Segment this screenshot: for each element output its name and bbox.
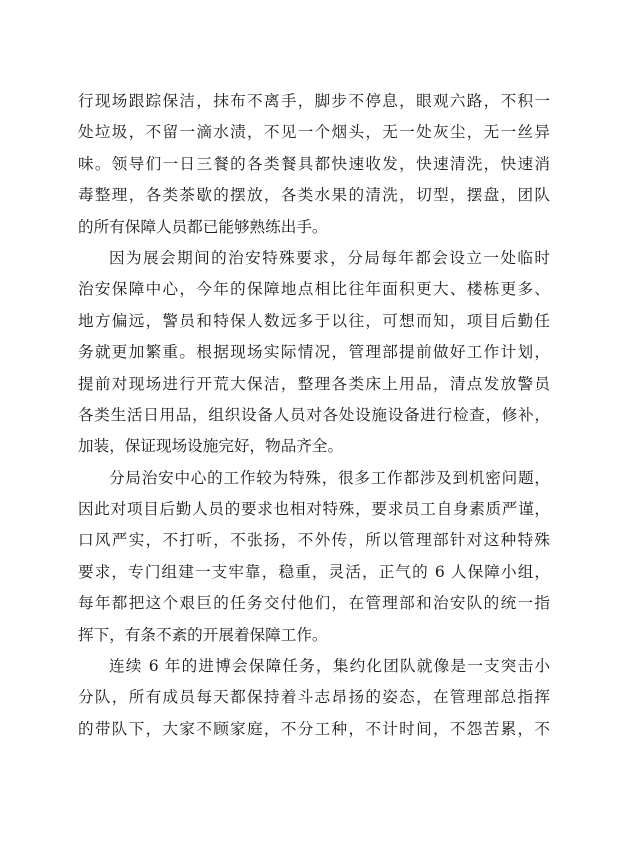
text-line: 各类生活日用品，组织设备人员对各处设施设备进行检查，修补， bbox=[78, 405, 550, 424]
text-line: 因此对项目后勤人员的要求也相对特殊，要求员工自身素质严谨， bbox=[78, 500, 550, 519]
text-line: 毒整理，各类茶歇的摆放，各类水果的清洗，切型，摆盘，团队 bbox=[78, 186, 550, 205]
text-line: 分局治安中心的工作较为特殊，很多工作都涉及到机密问题， bbox=[109, 468, 550, 487]
text-line: 味。领导们一日三餐的各类餐具都快速收发，快速清洗，快速消 bbox=[78, 154, 550, 173]
text-line: 处垃圾，不留一滴水渍，不见一个烟头，无一处灰尘，无一丝异 bbox=[78, 123, 550, 142]
paragraph-1 bbox=[78, 86, 550, 243]
paragraph-3 bbox=[78, 463, 550, 651]
text-line: 的带队下，大家不顾家庭，不分工种，不计时间，不怨苦累，不 bbox=[78, 719, 550, 738]
paragraph-2 bbox=[78, 243, 550, 463]
text-line: 加装，保证现场设施完好，物品齐全。 bbox=[78, 437, 344, 456]
text-line: 因为展会期间的治安特殊要求，分局每年都会设立一处临时 bbox=[109, 248, 550, 267]
text-line: 提前对现场进行开荒大保洁，整理各类床上用品，清点发放警员 bbox=[78, 374, 550, 393]
text-line: 每年都把这个艰巨的任务交付他们，在管理部和治安队的统一指 bbox=[78, 594, 550, 613]
text-line: 的所有保障人员都已能够熟练出手。 bbox=[78, 217, 328, 236]
text-line: 治安保障中心，今年的保障地点相比往年面积更大、楼栋更多、 bbox=[78, 280, 550, 299]
text-line: 分队，所有成员每天都保持着斗志昂扬的姿态，在管理部总指挥 bbox=[78, 688, 550, 707]
text-line: 地方偏远，警员和特保人数远多于以往，可想而知，项目后勤任 bbox=[78, 311, 550, 330]
text-line: 行现场跟踪保洁，抹布不离手，脚步不停息，眼观六路，不积一 bbox=[78, 92, 550, 110]
document-page bbox=[78, 86, 550, 745]
text-line: 连续 6 年的进博会保障任务，集约化团队就像是一支突击小 bbox=[109, 657, 550, 676]
text-line: 要求，专门组建一支牢靠，稳重，灵活，正气的 6 人保障小组， bbox=[78, 562, 550, 581]
paragraph-4 bbox=[78, 651, 550, 745]
text-line: 挥下，有条不紊的开展着保障工作。 bbox=[78, 625, 328, 644]
text-line: 务就更加繁重。根据现场实际情况，管理部提前做好工作计划， bbox=[78, 343, 550, 362]
text-line: 口风严实，不打听，不张扬，不外传，所以管理部针对这种特殊 bbox=[78, 531, 550, 550]
